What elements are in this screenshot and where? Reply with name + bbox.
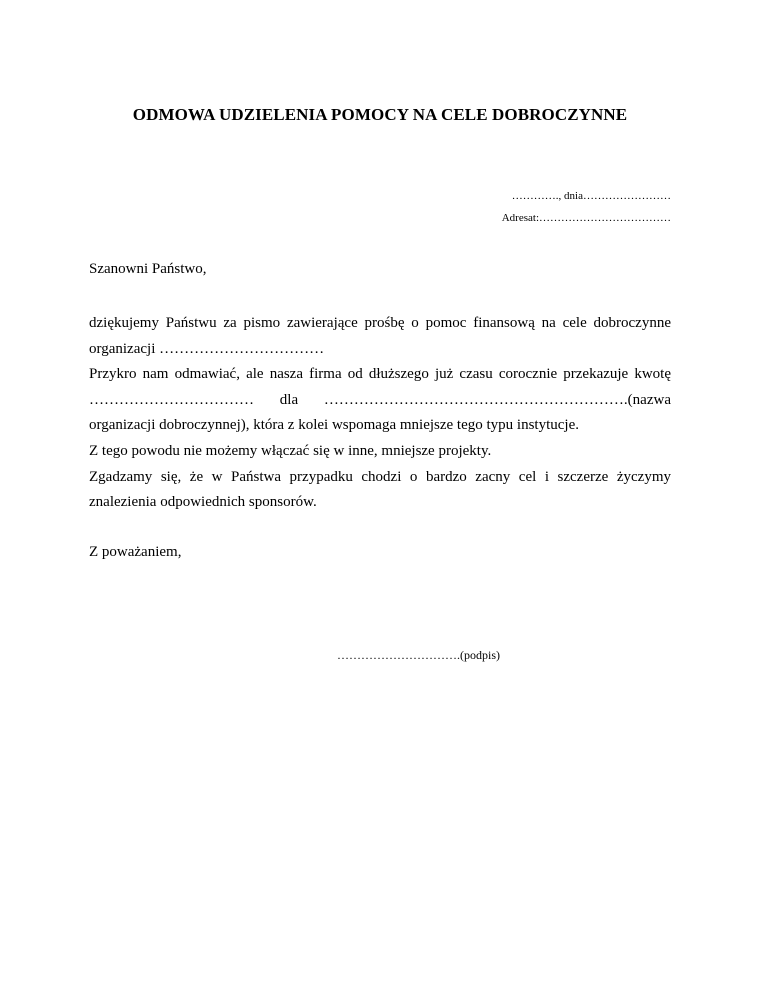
paragraph-wishes: Zgadzamy się, że w Państwa przypadku chodzi o bardzo zacny cel i szczerze życzymy znalezienia odpowiednich sponsorów.: [89, 468, 671, 511]
date-line: …………., dnia……………………: [511, 190, 671, 202]
closing: Z poważaniem,: [89, 544, 182, 560]
document-title: ODMOWA UDZIELENIA POMOCY NA CELE DOBROCZYNNE: [132, 105, 628, 124]
addressee-line: Adresat:………………………………: [501, 212, 671, 224]
greeting: Szanowni Państwo,: [89, 261, 207, 277]
signature-line: ………………………….(podpis): [337, 648, 500, 662]
paragraph-thanks: dziękujemy Państwu za pismo zawierające prośbę o pomoc finansową na cele dobroczynne organizacji ……………………………: [89, 315, 671, 357]
paragraph-reason: Z tego powodu nie możemy włączać się w inne, mniejsze projekty.: [89, 442, 492, 459]
paragraph-refusal: Przykro nam odmawiać, ale nasza firma od dłuższego już czasu corocznie przekazuje kwotę …………………………… dla …………………………………………………….(nazwa organizacji dobroczynnej), która z kolei wspomaga mniejsze tego typu instytucje.: [89, 366, 671, 434]
letter-body: [89, 311, 671, 516]
